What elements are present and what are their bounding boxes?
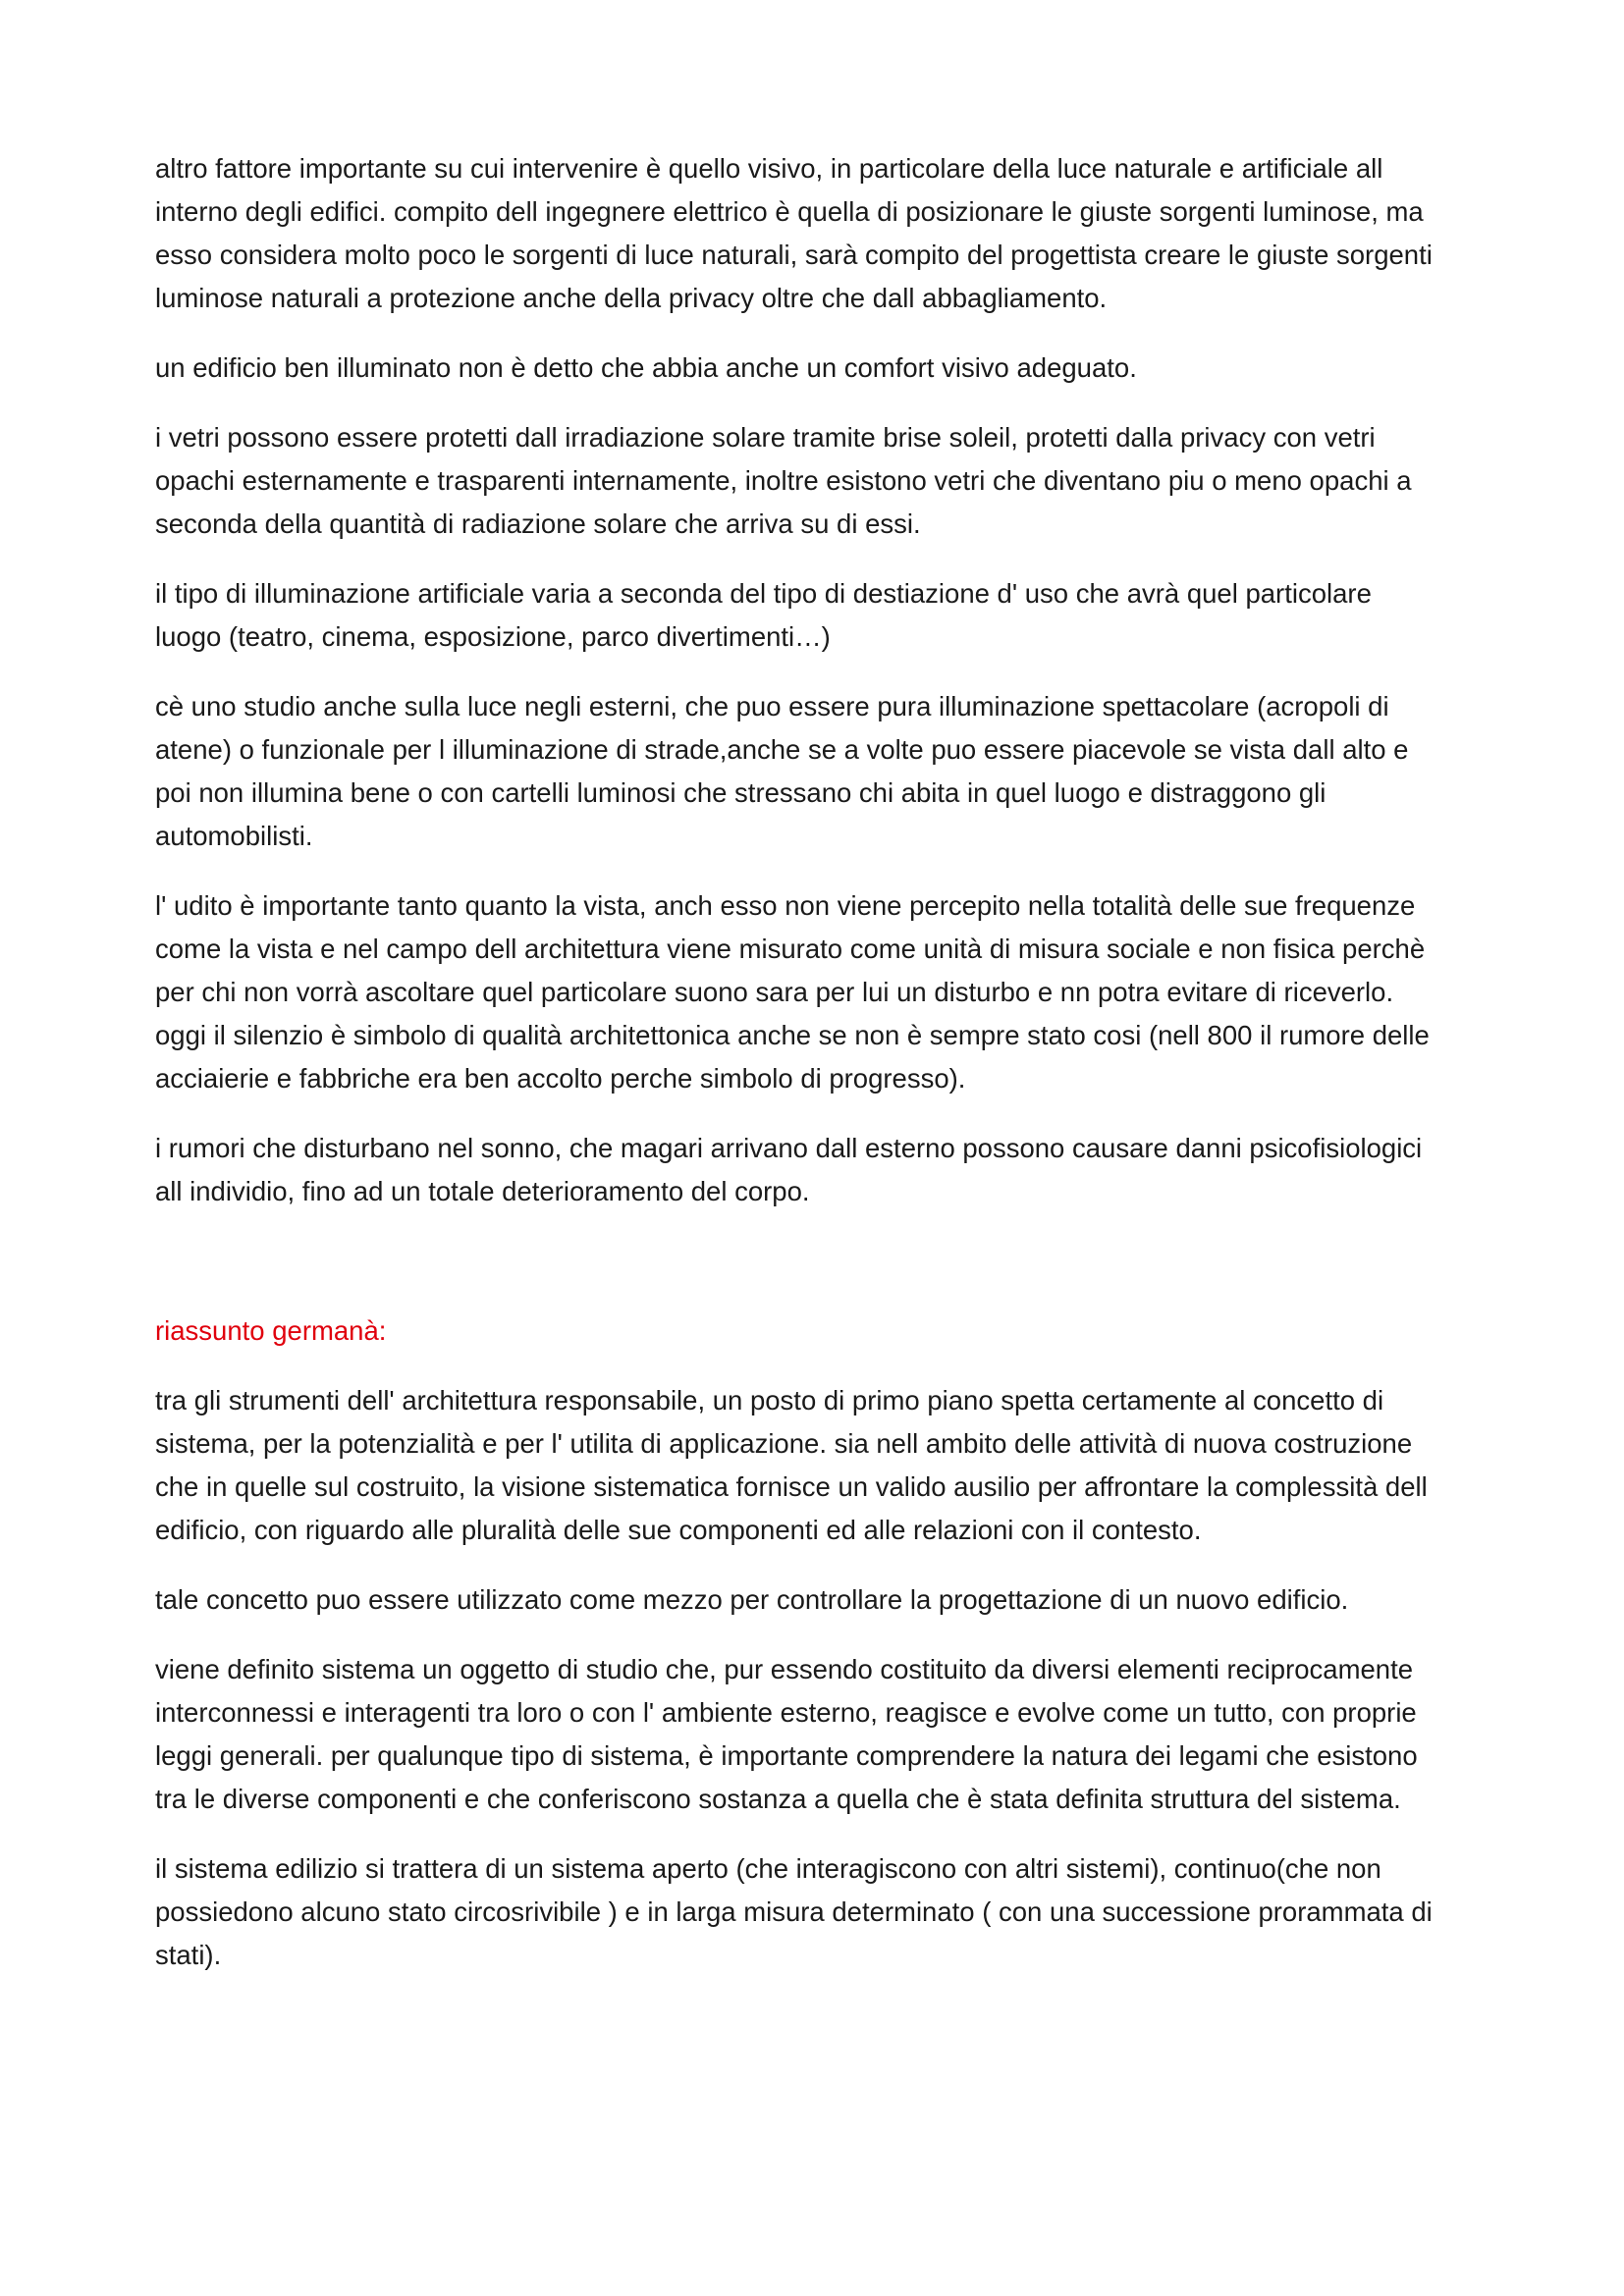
section-heading: riassunto germanà: (155, 1315, 387, 1346)
paragraph-glass-protection: i vetri possono essere protetti dall irradiazione solare tramite brise soleil, protetti dalla privacy con vetri opachi esternamente e trasparenti internamente, inoltre esistono vetri che diventano piu o meno opachi a seconda della quantità di radiazione solare che arriva su di essi. (155, 422, 1412, 539)
paragraph-artificial-lighting: il tipo di illuminazione artificiale varia a seconda del tipo di destiazione d' uso che avrà quel particolare luogo (teatro, cinema, esposizione, parco divertimenti…) (155, 578, 1372, 652)
paragraph-hearing: l' udito è importante tanto quanto la vista, anch esso non viene percepito nella totalità delle sue frequenze come la vista e nel campo dell architettura viene misurato come unità di misura sociale e non fisica perchè per chi non vorrà ascoltare quel particolare suono sara per lui un disturbo e nn potra evitare di riceverlo. oggi il silenzio è simbolo di qualità architettonica anche se non è sempre stato cosi (nell 800 il rumore delle acciaierie e fabbriche era ben accolto perche simbolo di progresso). (155, 890, 1430, 1094)
section-spacer (155, 1240, 1476, 1309)
paragraph-design-control: tale concetto puo essere utilizzato come mezzo per controllare la progettazione di un nuovo edificio. (155, 1584, 1349, 1615)
paragraph-visual-factor: altro fattore importante su cui intervenire è quello visivo, in particolare della luce naturale e artificiale all interno degli edifici. compito dell ingegnere elettrico è quella di posizionare le giuste sorgenti luminose, ma esso considera molto poco le sorgenti di luce naturali, sarà compito del progettista creare le giuste sorgenti luminose naturali a protezione anche della privacy oltre che dall abbagliamento. (155, 153, 1433, 313)
paragraph-visual-comfort: un edificio ben illuminato non è detto che abbia anche un comfort visivo adeguato. (155, 352, 1137, 383)
document-body (155, 147, 1476, 2003)
paragraph-exterior-lighting: cè uno studio anche sulla luce negli esterni, che puo essere pura illuminazione spettacolare (acropoli di atene) o funzionale per l illuminazione di strade,anche se a volte puo essere piacevole se vista dall alto e poi non illumina bene o con cartelli luminosi che stressano chi abita in quel luogo e distraggono gli automobilisti. (155, 691, 1409, 851)
paragraph-building-system: il sistema edilizio si trattera di un sistema aperto (che interagiscono con altri sistemi), continuo(che non possiedono alcuno stato circosrivibile ) e in larga misura determinato ( con una successione prorammata di stati). (155, 1853, 1433, 1970)
paragraph-noise-damage: i rumori che disturbano nel sonno, che magari arrivano dall esterno possono causare danni psicofisiologici all individio, fino ad un totale deterioramento del corpo. (155, 1133, 1423, 1206)
paragraph-system-definition: viene definito sistema un oggetto di studio che, pur essendo costituito da diversi elementi reciprocamente interconnessi e interagenti tra loro o con l' ambiente esterno, reagisce e evolve come un tutto, con proprie leggi generali. per qualunque tipo di sistema, è importante comprendere la natura dei legami che esistono tra le diverse componenti e che conferiscono sostanza a quella che è stata definita struttura del sistema. (155, 1654, 1418, 1814)
paragraph-system-concept: tra gli strumenti dell' architettura responsabile, un posto di primo piano spetta certamente al concetto di sistema, per la potenzialità e per l' utilita di applicazione. sia nell ambito delle attività di nuova costruzione che in quelle sul costruito, la visione sistematica fornisce un valido ausilio per affrontare la complessità dell edificio, con riguardo alle pluralità delle sue componenti ed alle relazioni con il contesto. (155, 1385, 1428, 1545)
